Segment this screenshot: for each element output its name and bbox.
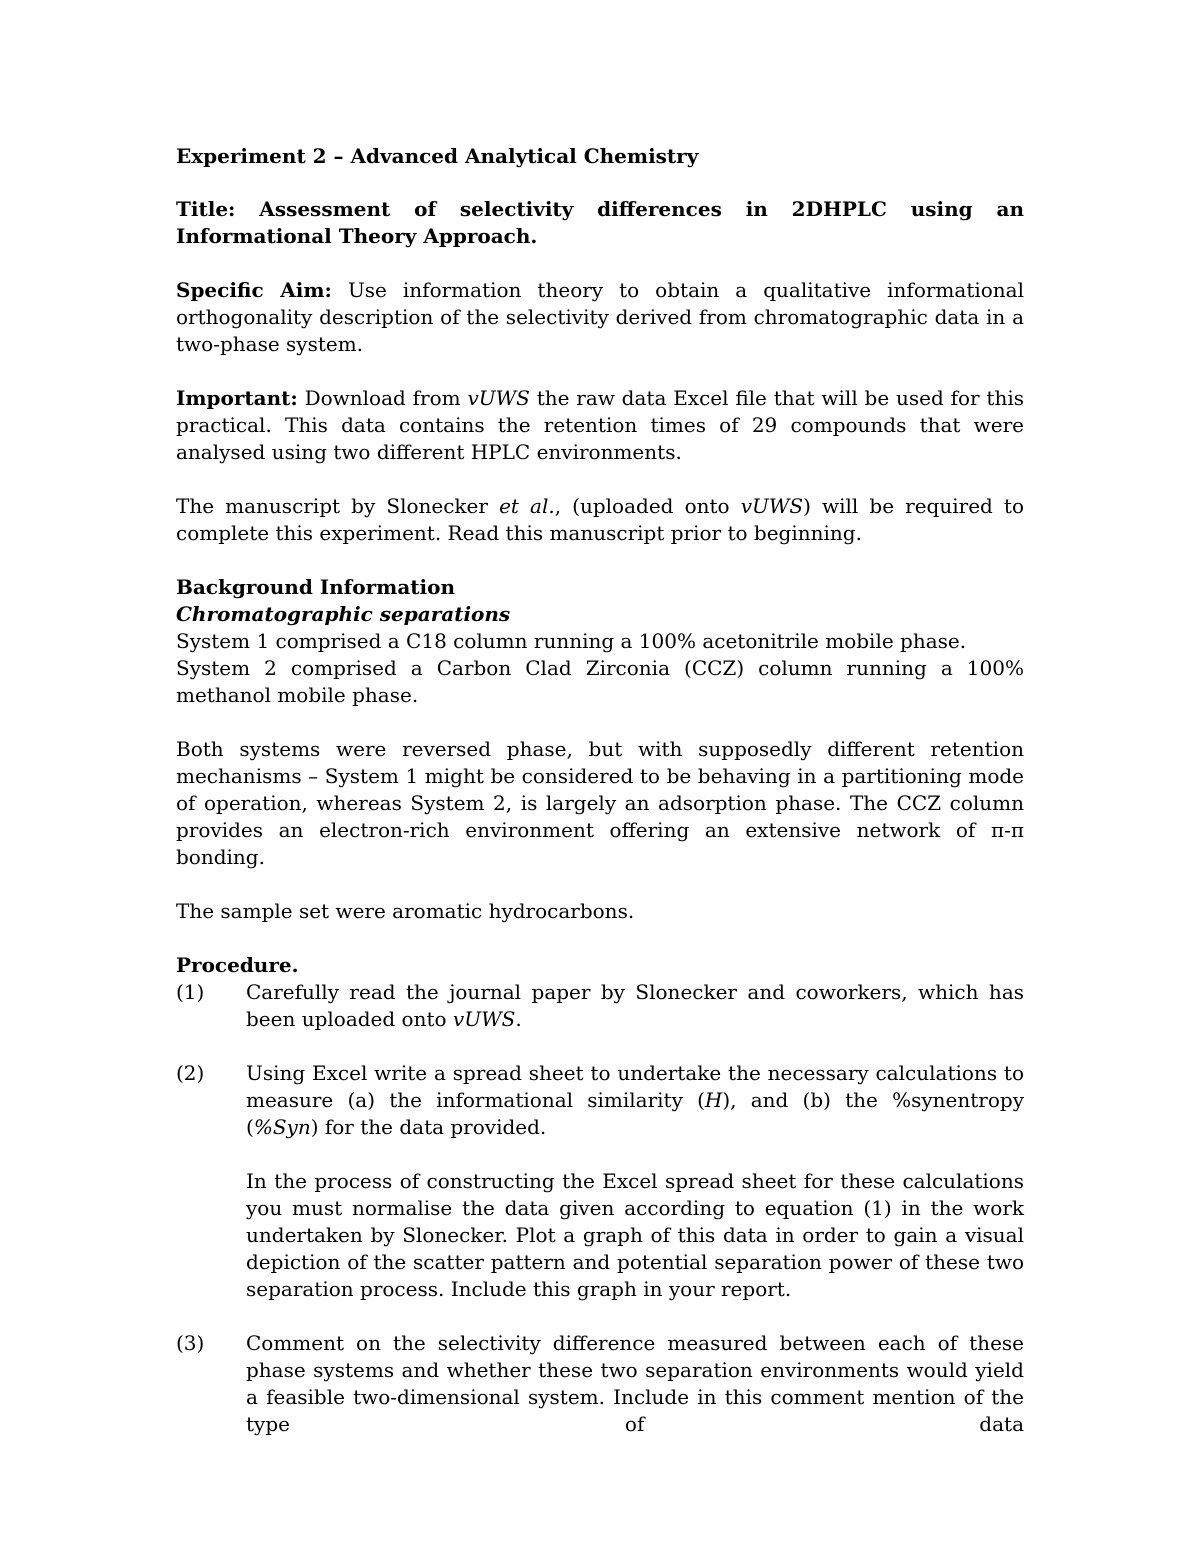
system2-text: System 2 comprised a Carbon Clad Zirconia (CCZ) column running a 100% methanol mobile phase. <box>176 656 1024 707</box>
procedure-text-2 <box>246 1060 1024 1141</box>
background-heading: Background Information <box>176 575 456 599</box>
important-label: Important: <box>176 386 298 410</box>
title-paragraph <box>176 196 1024 250</box>
specific-aim-label: Specific Aim: <box>176 278 332 302</box>
proc2-syn: %Syn <box>253 1115 311 1139</box>
proc2-h: H <box>704 1088 723 1112</box>
procedure-heading: Procedure. <box>176 953 299 977</box>
manuscript-paragraph <box>176 493 1024 547</box>
manuscript-text-3: ) will be required to complete this experiment. Read this manuscript prior to beginning. <box>176 494 1025 545</box>
procedure-item-2 <box>176 1060 1024 1303</box>
procedure-text-3: Comment on the selectivity difference measured between each of these phase systems and whether these two separation environments would yield a feasible two-dimensional system. Include in this comment mention of the type of data <box>246 1331 1024 1436</box>
both-systems-paragraph: Both systems were reversed phase, but with supposedly different retention mechanisms – System 1 might be considered to be behaving in a partitioning mode of operation, whereas System 2, is largely an adsorption phase. The CCZ column provides an electron-rich environment offering an extensive network of π-π bonding. <box>176 737 1024 869</box>
procedure-number-2: (2) <box>176 1061 205 1085</box>
title-text: Assessment of selectivity differences in 2DHPLC using an Informational Theory Approach. <box>176 197 1024 248</box>
proc2-text-2: ), and (b) the %synentropy ( <box>246 1088 1024 1139</box>
proc1-vuws: vUWS <box>452 1007 516 1031</box>
proc1-text-2: . <box>515 1007 522 1031</box>
experiment-heading: Experiment 2 – Advanced Analytical Chemistry <box>176 144 699 168</box>
procedure-number-1: (1) <box>176 980 205 1004</box>
specific-aim-text: Use information theory to obtain a qualitative informational orthogonality description of the selectivity derived from chromatographic data in a two-phase system. <box>176 278 1024 356</box>
procedure-text-1 <box>246 979 1024 1033</box>
important-paragraph <box>176 385 1024 466</box>
system1-text: System 1 comprised a C18 column running a 100% acetonitrile mobile phase. <box>176 629 967 653</box>
procedure-item-1 <box>176 979 1024 1033</box>
chrom-subheading: Chromatographic separations <box>176 602 511 626</box>
proc2-text-1: Using Excel write a spread sheet to undertake the necessary calculations to measure (a) the informational similarity ( <box>246 1061 1024 1112</box>
specific-aim-paragraph <box>176 277 1024 358</box>
sample-set-text: The sample set were aromatic hydrocarbons. <box>176 899 635 923</box>
procedure-number-3: (3) <box>176 1331 205 1355</box>
important-text-1: Download from <box>304 386 461 410</box>
manuscript-etal: et al. <box>499 494 555 518</box>
title-label: Title: <box>176 197 236 221</box>
manuscript-text-2: , (uploaded onto <box>554 494 730 518</box>
proc1-text-1: Carefully read the journal paper by Slonecker and coworkers, which has been uploaded onto <box>246 980 1024 1031</box>
proc2-text-3: ) for the data provided. <box>310 1115 547 1139</box>
manuscript-text-1: The manuscript by Slonecker <box>176 494 488 518</box>
manuscript-vuws: vUWS <box>740 494 804 518</box>
procedure-text-2b: In the process of constructing the Excel spread sheet for these calculations you must normalise the data given according to equation (1) in the work undertaken by Slonecker. Plot a graph of this data in order to gain a visual depiction of the scatter pattern and potential separation power of these two separation process. Include this graph in your report. <box>246 1169 1024 1301</box>
important-text-2: the raw data Excel file that will be used for this practical. This data contains the retention times of 29 compounds that were analysed using two different HPLC environments. <box>176 386 1025 464</box>
important-vuws: vUWS <box>467 386 530 410</box>
procedure-item-3 <box>176 1330 1024 1438</box>
document-page <box>176 143 1024 1438</box>
